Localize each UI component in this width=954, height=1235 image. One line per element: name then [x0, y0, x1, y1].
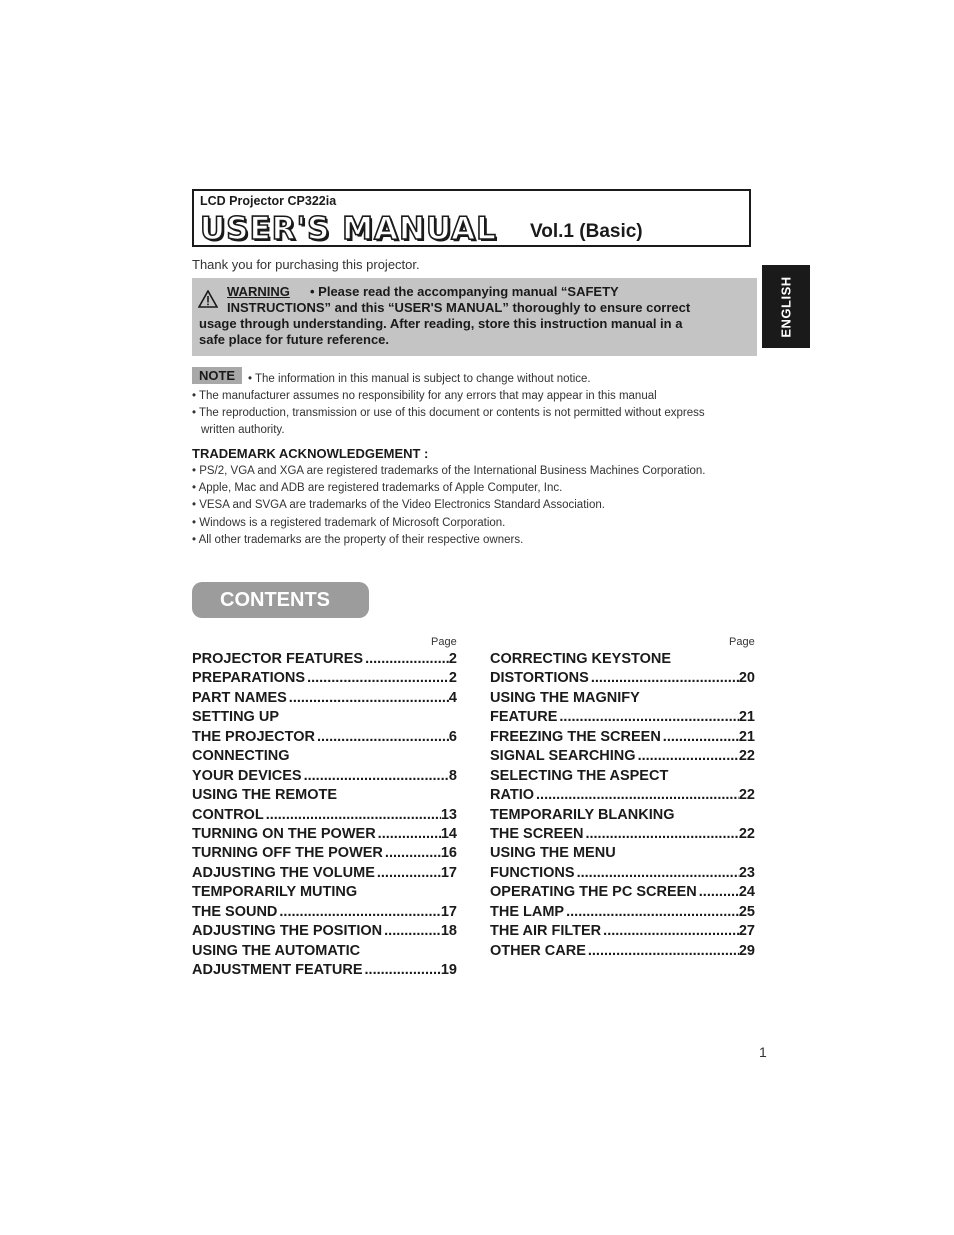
product-name: LCD Projector CP322ia — [200, 194, 337, 208]
toc-entry-title: USING THE MAGNIFY — [490, 689, 640, 706]
trademark-item: • All other trademarks are the property of their respective owners. — [192, 534, 524, 546]
note-line: • The manufacturer assumes no responsibility for any errors that may appear in this manual — [192, 390, 657, 402]
toc-entry — [192, 826, 457, 845]
toc-entry-page: 6 — [448, 728, 457, 745]
toc-leader-dots — [536, 787, 739, 803]
toc-entry-title: CORRECTING KEYSTONE — [490, 651, 672, 667]
toc-entry — [192, 690, 457, 709]
toc-entry-title: SELECTING THE ASPECT — [490, 767, 669, 784]
toc-entry — [490, 943, 755, 962]
toc-entry-title: PROJECTOR FEATURES — [192, 651, 364, 667]
toc-entry-title: CONTROL — [192, 806, 264, 823]
warning-line: INSTRUCTIONS” and this “USER'S MANUAL” thoroughly to ensure correct — [227, 300, 691, 315]
toc-entry-title: OPERATING THE PC SCREEN — [490, 884, 697, 901]
toc-entry — [192, 845, 457, 864]
toc-entry — [192, 748, 457, 767]
warning-box — [192, 278, 757, 356]
warning-line: • Please read the accompanying manual “SAFETY — [310, 284, 619, 299]
toc-entry-page: 22 — [738, 748, 755, 765]
toc-leader-dots — [385, 845, 441, 861]
toc-leader-dots — [588, 943, 739, 959]
trademark-item: • Windows is a registered trademark of Microsoft Corporation. — [192, 517, 506, 529]
toc-entry-title: THE AIR FILTER — [490, 923, 602, 940]
toc-entry-page: 18 — [440, 923, 457, 940]
trademark-heading: TRADEMARK ACKNOWLEDGEMENT : — [192, 446, 429, 461]
toc-entry — [192, 884, 457, 903]
toc-entry — [192, 709, 457, 728]
toc-leader-dots — [663, 729, 739, 745]
toc-leader-dots — [559, 709, 738, 725]
toc-entry-page: 8 — [448, 767, 457, 784]
thanks-text: Thank you for purchasing this projector. — [192, 257, 420, 272]
toc-entry — [192, 962, 457, 981]
toc-entry-page: 20 — [738, 670, 755, 687]
language-tab-label: ENGLISH — [778, 275, 794, 338]
toc-entry-title: RATIO — [490, 787, 535, 804]
toc-entry — [490, 651, 755, 670]
toc-entry — [490, 690, 755, 709]
toc-entry-title: FUNCTIONS — [490, 864, 575, 881]
note-line: • The information in this manual is subject to change without notice. — [248, 373, 591, 385]
toc-entry — [192, 923, 457, 942]
toc-entry-page: 2 — [448, 670, 457, 687]
toc-entry — [192, 651, 457, 670]
toc-entry — [192, 807, 457, 826]
toc-entry-page: 17 — [440, 903, 457, 920]
language-tab — [762, 265, 810, 348]
toc-leader-dots — [638, 748, 739, 764]
toc-entry-page: 23 — [738, 864, 755, 881]
toc-entry — [490, 884, 755, 903]
toc-entry — [490, 748, 755, 767]
toc-entry-title: OTHER CARE — [490, 942, 586, 959]
toc-entry — [490, 807, 755, 826]
toc-entry-page: 13 — [440, 806, 457, 823]
toc-leader-dots — [585, 826, 738, 842]
toc-entry-title: TURNING ON THE POWER — [192, 825, 376, 842]
toc-entry-page: 24 — [738, 884, 755, 901]
page-number: 1 — [759, 1044, 767, 1060]
toc-right-column — [490, 651, 755, 962]
toc-leader-dots — [365, 962, 441, 978]
toc-entry-title: ADJUSTING THE VOLUME — [192, 864, 375, 881]
trademark-item: • Apple, Mac and ADB are registered trademarks of Apple Computer, Inc. — [192, 482, 563, 494]
note-line: • The reproduction, transmission or use of this document or contents is not permitted without express — [192, 407, 705, 419]
toc-entry-title: THE LAMP — [490, 903, 565, 920]
toc-entry — [490, 670, 755, 689]
toc-entry-title: THE PROJECTOR — [192, 728, 316, 745]
title-box — [192, 189, 751, 247]
toc-leader-dots — [384, 923, 441, 939]
toc-leader-dots — [317, 729, 449, 745]
toc-entry-page: 16 — [440, 845, 457, 862]
toc-entry — [192, 787, 457, 806]
toc-entry — [490, 768, 755, 787]
toc-entry — [490, 845, 755, 864]
toc-entry — [490, 787, 755, 806]
toc-entry-title: ADJUSTING THE POSITION — [192, 923, 383, 940]
toc-entry — [490, 709, 755, 728]
warning-line: safe place for future reference. — [199, 332, 390, 347]
toc-entry-page: 29 — [738, 942, 755, 959]
contents-heading: CONTENTS — [192, 582, 369, 618]
toc-entry-title: THE SCREEN — [490, 825, 584, 842]
toc-entry-page: 25 — [738, 903, 755, 920]
toc-entry — [490, 865, 755, 884]
toc-entry — [192, 904, 457, 923]
manual-volume: Vol.1 (Basic) — [530, 221, 643, 242]
toc-entry-title: TURNING OFF THE POWER — [192, 845, 383, 862]
trademark-item: • VESA and SVGA are trademarks of the Video Electronics Standard Association. — [192, 499, 605, 511]
trademark-item: • PS/2, VGA and XGA are registered trademarks of the International Business Machines Corporation. — [192, 465, 706, 477]
toc-entry — [192, 670, 457, 689]
toc-leader-dots — [603, 923, 739, 939]
toc-entry-title: YOUR DEVICES — [192, 767, 302, 784]
toc-entry-title: CONNECTING — [192, 748, 290, 765]
toc-entry-page: 17 — [440, 864, 457, 881]
toc-left-column — [192, 651, 457, 981]
note-line: written authority. — [201, 424, 285, 436]
toc-entry-title: FREEZING THE SCREEN — [490, 728, 661, 745]
toc-entry-title: USING THE AUTOMATIC — [192, 942, 361, 959]
toc-entry-title: SETTING UP — [192, 709, 280, 726]
toc-leader-dots — [378, 826, 441, 842]
toc-leader-dots — [307, 670, 449, 686]
warning-line: usage through understanding. After reading, store this instruction manual in a — [199, 316, 683, 331]
toc-leader-dots — [266, 807, 441, 823]
page-column-label: Page — [431, 636, 457, 648]
toc-entry — [192, 768, 457, 787]
toc-entry-page: 22 — [738, 787, 755, 804]
toc-entry-title: PREPARATIONS — [192, 670, 306, 687]
note-badge: NOTE — [192, 367, 242, 384]
toc-entry-page: 4 — [448, 689, 457, 706]
toc-leader-dots — [304, 768, 449, 784]
toc-leader-dots — [279, 904, 440, 920]
toc-leader-dots — [566, 904, 739, 920]
toc-entry-title: DISTORTIONS — [490, 670, 589, 687]
toc-entry-page: 2 — [448, 651, 457, 667]
warning-triangle-icon — [198, 290, 218, 308]
toc-entry-title: FEATURE — [490, 709, 558, 726]
toc-leader-dots — [377, 865, 441, 881]
toc-entry-title: USING THE MENU — [490, 845, 616, 862]
toc-leader-dots — [365, 651, 449, 667]
page-column-label: Page — [729, 636, 755, 648]
toc-entry-page: 22 — [738, 825, 755, 842]
toc-entry-page: 19 — [440, 962, 457, 978]
toc-entry — [192, 943, 457, 962]
toc-entry-title: TEMPORARILY MUTING — [192, 884, 358, 901]
toc-entry-page: 14 — [440, 825, 457, 842]
toc-leader-dots — [289, 690, 449, 706]
toc-entry-page: 21 — [738, 728, 755, 745]
toc-entry-title: USING THE REMOTE — [192, 787, 338, 804]
toc-entry — [490, 904, 755, 923]
toc-entry-title: THE SOUND — [192, 903, 278, 920]
manual-title: USER'S MANUAL — [200, 211, 497, 247]
toc-entry — [490, 923, 755, 942]
toc-entry-title: ADJUSTMENT FEATURE — [192, 962, 363, 978]
toc-entry-page: 27 — [738, 923, 755, 940]
toc-entry-title: PART NAMES — [192, 689, 287, 706]
toc-entry — [490, 729, 755, 748]
toc-leader-dots — [699, 884, 739, 900]
toc-leader-dots — [577, 865, 739, 881]
toc-entry-title: SIGNAL SEARCHING — [490, 748, 636, 765]
toc-entry — [490, 826, 755, 845]
toc-entry — [192, 865, 457, 884]
toc-entry — [192, 729, 457, 748]
warning-label: WARNING — [227, 284, 290, 299]
toc-leader-dots — [591, 670, 739, 686]
toc-entry-page: 21 — [738, 709, 755, 726]
toc-entry-title: TEMPORARILY BLANKING — [490, 806, 675, 823]
